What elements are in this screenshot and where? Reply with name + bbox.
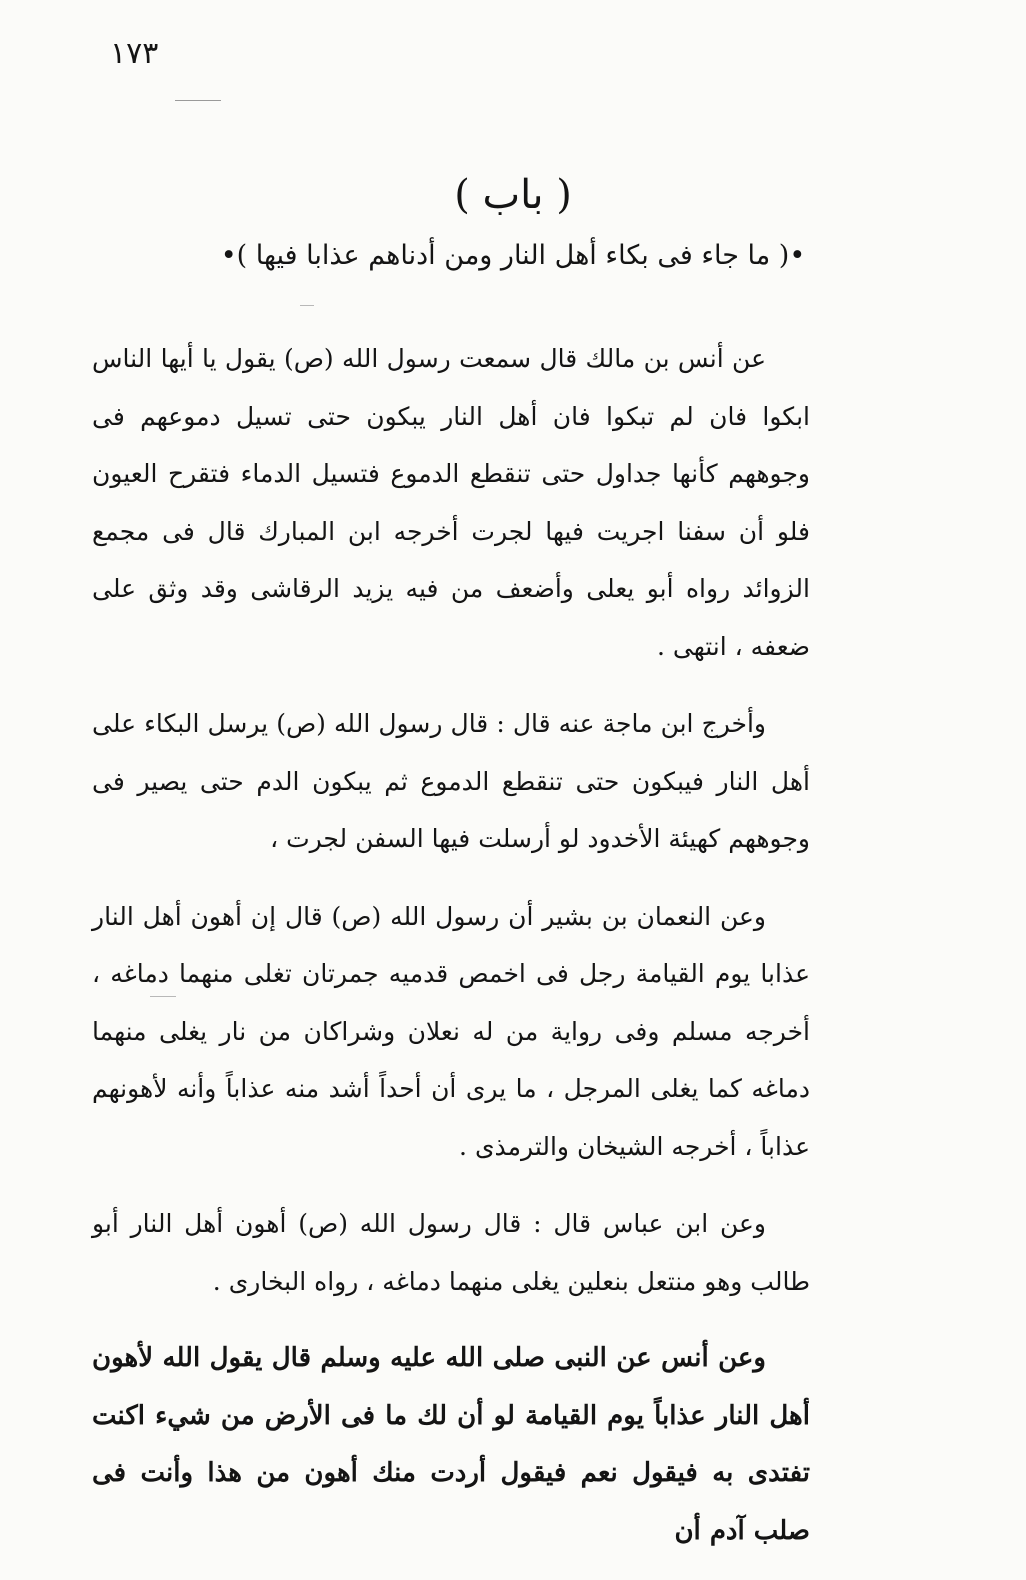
- paragraph: عن أنس بن مالك قال سمعت رسول الله (ص) يقول يا أيها الناس ابكوا فان لم تبكوا فان أهل النار يبكون حتى تسيل دموعهم فى وجوههم كأنها جداول حتى تنقطع الدموع فتسيل الدماء فتقرح العيون فلو أن سفنا اجريت فيها لجرت أخرجه ابن المبارك قال فى مجمع الزوائد رواه أبو يعلى وأضعف من فيه يزيد الرقاشى وقد وثق على ضعفه ، انتهى .: [92, 344, 810, 661]
- chapter-title: ( باب ): [454, 172, 572, 218]
- page-number: ١٧٣: [110, 36, 159, 71]
- paragraph: وعن أنس عن النبى صلى الله عليه وسلم قال يقول الله لأهون أهل النار عذاباً يوم القيامة لو أن لك ما فى الأرض من شيء اكنت تفتدى به فيقول نعم فيقول أردت منك أهون من هذا وأنت فى صلب آدم أن: [92, 1343, 810, 1546]
- body-text: [92, 330, 810, 1580]
- paragraph: وعن ابن عباس قال : قال رسول الله (ص) أهون أهل النار أبو طالب وهو منتعل بنعلين يغلى منهما دماغه ، رواه البخارى .: [92, 1209, 810, 1296]
- scan-speck: [300, 305, 314, 306]
- paragraph: وأخرج ابن ماجة عنه قال : قال رسول الله (ص) يرسل البكاء على أهل النار فيبكون حتى تنقطع الدموع ثم يبكون الدم حتى يصير فى وجوههم كهيئة الأخدود لو أرسلت فيها السفن لجرت ،: [92, 709, 810, 853]
- chapter-subtitle: •( ما جاء فى بكاء أهل النار ومن أدناهم عذابا فيها )•: [220, 240, 806, 271]
- header-rule: [175, 100, 221, 101]
- paragraph: وعن النعمان بن بشير أن رسول الله (ص) قال إن أهون أهل النار عذابا يوم القيامة رجل فى اخمص قدميه جمرتان تغلى منهما دماغه ، أخرجه مسلم وفى رواية من له نعلان وشراكان من نار يغلى منهما دماغه كما يغلى المرجل ، ما يرى أن أحداً أشد منه عذاباً وأنه لأهونهم عذاباً ، أخرجه الشيخان والترمذى .: [92, 901, 810, 1161]
- scan-speck: [150, 996, 176, 997]
